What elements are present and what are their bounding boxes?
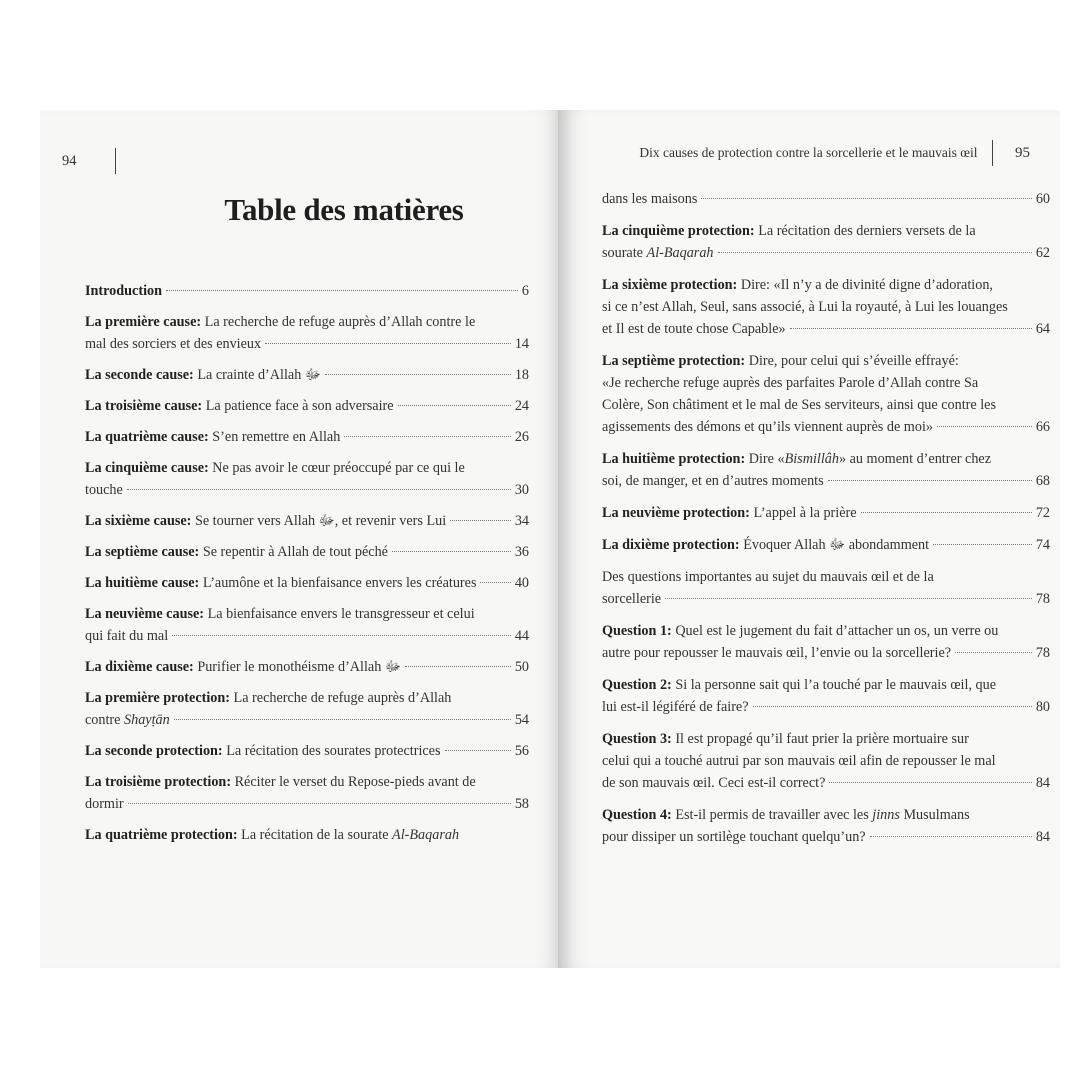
left-page — [40, 110, 558, 968]
toc-entry-italic: Al-Baqarah — [646, 245, 714, 261]
toc-entry-line: La cinquième protection: La récitation des derniers versets de la — [602, 223, 976, 239]
toc-entry-heading: La neuvième protection: — [602, 505, 750, 521]
toc-entry-italic: Bismillâh — [784, 451, 839, 467]
toc-entry-text: agissements des démons et qu’ils viennent auprès de moi» — [602, 419, 933, 435]
toc-entry — [85, 426, 529, 448]
toc-entry-text: La septième cause: Se repentir à Allah de tout péché — [85, 544, 388, 560]
toc-entry — [85, 457, 529, 501]
toc-entry-heading: La huitième cause: — [85, 575, 200, 591]
dot-leader — [265, 343, 511, 344]
toc-entry-last-line — [85, 541, 529, 563]
toc-entry-last-line — [602, 772, 1050, 794]
toc-entry-last-line — [85, 625, 529, 647]
toc-page-number: 66 — [1035, 419, 1050, 435]
toc-entry-line: Question 3: Il est propagé qu’il faut prier la prière mortuaire sur — [602, 731, 969, 747]
toc-entry-last-line — [602, 696, 1050, 718]
toc-entry-text: La dixième cause: Purifier le monothéisme d’Allah ﷻ — [85, 659, 401, 675]
toc-entry-last-line — [602, 318, 1050, 340]
toc-entry — [85, 824, 529, 846]
toc-entry-line: La septième protection: Dire, pour celui qui s’éveille effrayé: — [602, 353, 959, 369]
dot-leader — [937, 426, 1032, 427]
toc-entry-heading: La dixième protection: — [602, 537, 740, 553]
dot-leader — [325, 374, 511, 375]
right-page-header — [639, 140, 1030, 166]
toc-entry-last-line — [85, 572, 529, 594]
page-number: 95 — [1015, 144, 1030, 161]
toc-page-number: 72 — [1035, 505, 1050, 521]
dot-leader — [172, 635, 511, 636]
toc-page-number: 64 — [1035, 321, 1050, 337]
toc-entry-last-line — [85, 395, 529, 417]
toc-entry-heading: La quatrième protection: — [85, 827, 238, 843]
toc-entry-last-line — [602, 470, 1050, 492]
toc-entry-line: si ce n’est Allah, Seul, sans associé, à Lui la royauté, à Lui les louanges — [602, 299, 1008, 315]
toc-entry-heading: Question 2: — [602, 677, 672, 693]
toc-entry — [85, 395, 529, 417]
dot-leader — [166, 290, 518, 291]
toc-entry-text: contre Shayṭān — [85, 712, 170, 728]
toc-entry — [602, 620, 1050, 664]
toc-page-number: 54 — [514, 712, 529, 728]
toc-entry-last-line — [602, 242, 1050, 264]
toc-entry-heading: Question 4: — [602, 807, 672, 823]
toc-entry-text: sourate Al-Baqarah — [602, 245, 714, 261]
toc-entry-line: La première protection: La recherche de refuge auprès d’Allah — [85, 690, 452, 706]
left-page-header — [62, 148, 116, 174]
toc-entry — [85, 364, 529, 386]
toc-entry — [602, 188, 1050, 210]
toc-entry-text: La sixième cause: Se tourner vers Allah ﷻ, et revenir vers Lui — [85, 513, 447, 529]
toc-entry-text: dans les maisons — [602, 191, 698, 207]
toc-entry-line: «Je recherche refuge auprès des parfaites Parole d’Allah contre Sa — [602, 375, 979, 391]
dot-leader — [955, 652, 1032, 653]
toc-entry-heading: La quatrième cause: — [85, 429, 209, 445]
toc-entry-text: et Il est de toute chose Capable» — [602, 321, 786, 337]
dot-leader — [718, 252, 1032, 253]
toc-entry-text: autre pour repousser le mauvais œil, l’envie ou la sorcellerie? — [602, 645, 952, 661]
toc-entry-text: mal des sorciers et des envieux — [85, 336, 262, 352]
dot-leader — [861, 512, 1032, 513]
toc-page-number: 6 — [521, 283, 529, 299]
toc-page-number: 84 — [1035, 829, 1050, 845]
toc-entry-line: Question 4: Est-il permis de travailler avec les jinns Musulmans — [602, 807, 970, 823]
toc-entry-last-line — [602, 416, 1050, 438]
toc-page-number: 60 — [1035, 191, 1050, 207]
toc-entry-last-line — [602, 588, 1050, 610]
toc-entry-heading: La huitième protection: — [602, 451, 746, 467]
toc-entry-last-line — [602, 502, 1050, 524]
toc-entry-line: celui qui a touché autrui par son mauvais œil afin de repousser le mal — [602, 753, 996, 769]
toc-entry-text: pour dissiper un sortilège touchant quelqu’un? — [602, 829, 866, 845]
dot-leader — [450, 520, 511, 521]
toc-page-number: 74 — [1035, 537, 1050, 553]
toc-entry-last-line — [85, 709, 529, 731]
toc-entry-heading: La cinquième protection: — [602, 223, 755, 239]
dot-leader — [701, 198, 1031, 199]
toc-page-number: 58 — [514, 796, 529, 812]
toc-entry-heading: Question 1: — [602, 623, 672, 639]
toc-entry-last-line — [85, 333, 529, 355]
toc-entry-last-line — [85, 793, 529, 815]
dot-leader — [405, 666, 511, 667]
toc-entry — [85, 311, 529, 355]
dot-leader — [127, 489, 511, 490]
dot-leader — [398, 405, 511, 406]
dot-leader — [392, 551, 511, 552]
toc-entry-text: de son mauvais œil. Ceci est-il correct? — [602, 775, 826, 791]
toc-page-number: 34 — [514, 513, 529, 529]
toc-page-number: 62 — [1035, 245, 1050, 261]
toc-entry-text: La dixième protection: Évoquer Allah ﷻ abondamment — [602, 537, 930, 553]
toc-entry-line: Colère, Son châtiment et le mal de Ses serviteurs, ainsi que contre les — [602, 397, 996, 413]
dot-leader — [128, 803, 511, 804]
dot-leader — [790, 328, 1032, 329]
page-number: 94 — [62, 152, 77, 169]
dot-leader — [344, 436, 510, 437]
table-of-contents-right — [602, 188, 1050, 858]
dot-leader — [174, 719, 511, 720]
dot-leader — [753, 706, 1032, 707]
toc-page-number: 36 — [514, 544, 529, 560]
toc-entry-last-line — [602, 642, 1050, 664]
dot-leader — [933, 544, 1032, 545]
toc-entry-text: La seconde cause: La crainte d’Allah ﷻ — [85, 367, 321, 383]
toc-page-number: 78 — [1035, 591, 1050, 607]
toc-entry — [85, 280, 529, 302]
toc-entry-text: dormir — [85, 796, 124, 812]
dot-leader — [870, 836, 1032, 837]
toc-entry — [602, 804, 1050, 848]
toc-entry-line: La troisième protection: Réciter le verset du Repose-pieds avant de — [85, 774, 476, 790]
toc-page-number: 40 — [514, 575, 529, 591]
toc-entry-last-line — [85, 656, 529, 678]
toc-entry-text: La troisième cause: La patience face à son adversaire — [85, 398, 394, 414]
toc-entry-last-line — [85, 364, 529, 386]
toc-entry-heading: La neuvième cause: — [85, 606, 205, 622]
table-of-contents-left — [85, 280, 529, 855]
dot-leader — [480, 582, 510, 583]
toc-entry-line: La première cause: La recherche de refuge auprès d’Allah contre le — [85, 314, 476, 330]
header-rule — [115, 148, 117, 174]
toc-entry-text: La quatrième cause: S’en remettre en Allah — [85, 429, 341, 445]
toc-entry-line: La cinquième cause: Ne pas avoir le cœur préoccupé par ce qui le — [85, 460, 465, 476]
toc-entry-heading: Question 3: — [602, 731, 672, 747]
toc-page-number: 44 — [514, 628, 529, 644]
toc-entry-heading: La dixième cause: — [85, 659, 194, 675]
toc-entry — [85, 603, 529, 647]
toc-entry — [85, 656, 529, 678]
toc-entry — [602, 728, 1050, 794]
toc-page-number: 26 — [514, 429, 529, 445]
toc-page-number: 18 — [514, 367, 529, 383]
toc-entry-last-line — [602, 826, 1050, 848]
right-page — [558, 110, 1060, 968]
toc-entry-last-line — [85, 280, 529, 302]
toc-entry-heading: Introduction — [85, 283, 162, 299]
toc-entry-heading: La seconde protection: — [85, 743, 223, 759]
toc-page-number: 56 — [514, 743, 529, 759]
toc-page-number: 84 — [1035, 775, 1050, 791]
page-title: Table des matières — [224, 192, 464, 227]
toc-entry-text: sorcellerie — [602, 591, 662, 607]
toc-entry-heading: La troisième protection: — [85, 774, 232, 790]
toc-entry-line: Question 1: Quel est le jugement du fait d’attacher un os, un verre ou — [602, 623, 999, 639]
toc-entry-text: qui fait du mal — [85, 628, 169, 644]
toc-entry-heading: La troisième cause: — [85, 398, 203, 414]
toc-entry — [602, 274, 1050, 340]
toc-entry — [602, 566, 1050, 610]
header-rule — [992, 140, 994, 166]
toc-entry-line: La quatrième protection: La récitation de la sourate Al-Baqarah — [85, 827, 460, 843]
toc-entry-heading: La première cause: — [85, 314, 202, 330]
toc-entry-last-line — [602, 534, 1050, 556]
toc-entry — [602, 350, 1050, 438]
toc-page-number: 14 — [514, 336, 529, 352]
toc-entry-last-line — [85, 479, 529, 501]
toc-page-number: 78 — [1035, 645, 1050, 661]
toc-entry-italic: jinns — [872, 807, 900, 823]
toc-entry — [602, 448, 1050, 492]
dot-leader — [828, 480, 1032, 481]
dot-leader — [445, 750, 511, 751]
toc-entry-last-line — [85, 740, 529, 762]
toc-entry-text: touche — [85, 482, 123, 498]
toc-entry-text: La neuvième protection: L’appel à la prière — [602, 505, 857, 521]
toc-entry-last-line — [85, 510, 529, 532]
toc-page-number: 30 — [514, 482, 529, 498]
toc-entry — [85, 687, 529, 731]
toc-entry-last-line — [602, 188, 1050, 210]
toc-page-number: 24 — [514, 398, 529, 414]
toc-entry — [85, 541, 529, 563]
toc-entry-text: soi, de manger, et en d’autres moments — [602, 473, 824, 489]
toc-entry-italic: Shayṭān — [124, 712, 170, 728]
toc-entry-heading: La cinquième cause: — [85, 460, 209, 476]
toc-entry-line: Des questions importantes au sujet du mauvais œil et de la — [602, 569, 934, 585]
toc-entry — [602, 674, 1050, 718]
toc-entry — [602, 220, 1050, 264]
toc-entry — [85, 572, 529, 594]
toc-entry-italic: Al-Baqarah — [392, 827, 460, 843]
toc-entry — [85, 740, 529, 762]
toc-entry-heading: La septième protection: — [602, 353, 746, 369]
toc-entry-text: La huitième cause: L’aumône et la bienfaisance envers les créatures — [85, 575, 477, 591]
toc-entry-heading: La sixième protection: — [602, 277, 738, 293]
toc-entry — [85, 771, 529, 815]
dot-leader — [829, 782, 1031, 783]
toc-entry-text — [85, 280, 162, 302]
toc-entry — [602, 534, 1050, 556]
toc-page-number: 68 — [1035, 473, 1050, 489]
toc-entry-heading: La première protection: — [85, 690, 230, 706]
toc-page-number: 80 — [1035, 699, 1050, 715]
dot-leader — [665, 598, 1032, 599]
toc-entry-line: La neuvième cause: La bienfaisance envers le transgresseur et celui — [85, 606, 475, 622]
toc-entry-text: La seconde protection: La récitation des sourates protectrices — [85, 743, 441, 759]
toc-entry-text: lui est-il légiféré de faire? — [602, 699, 749, 715]
running-header: Dix causes de protection contre la sorcellerie et le mauvais œil — [639, 145, 978, 160]
toc-entry-last-line — [85, 426, 529, 448]
toc-page-number: 50 — [514, 659, 529, 675]
toc-entry-heading: La septième cause: — [85, 544, 200, 560]
toc-entry-line: La huitième protection: Dire «Bismillâh» au moment d’entrer chez — [602, 451, 992, 467]
toc-entry-line: La sixième protection: Dire: «Il n’y a de divinité digne d’adoration, — [602, 277, 993, 293]
toc-entry — [602, 502, 1050, 524]
toc-entry — [85, 510, 529, 532]
toc-entry-heading: La seconde cause: — [85, 367, 194, 383]
toc-entry-line: Question 2: Si la personne sait qui l’a touché par le mauvais œil, que — [602, 677, 997, 693]
toc-entry-heading: La sixième cause: — [85, 513, 192, 529]
